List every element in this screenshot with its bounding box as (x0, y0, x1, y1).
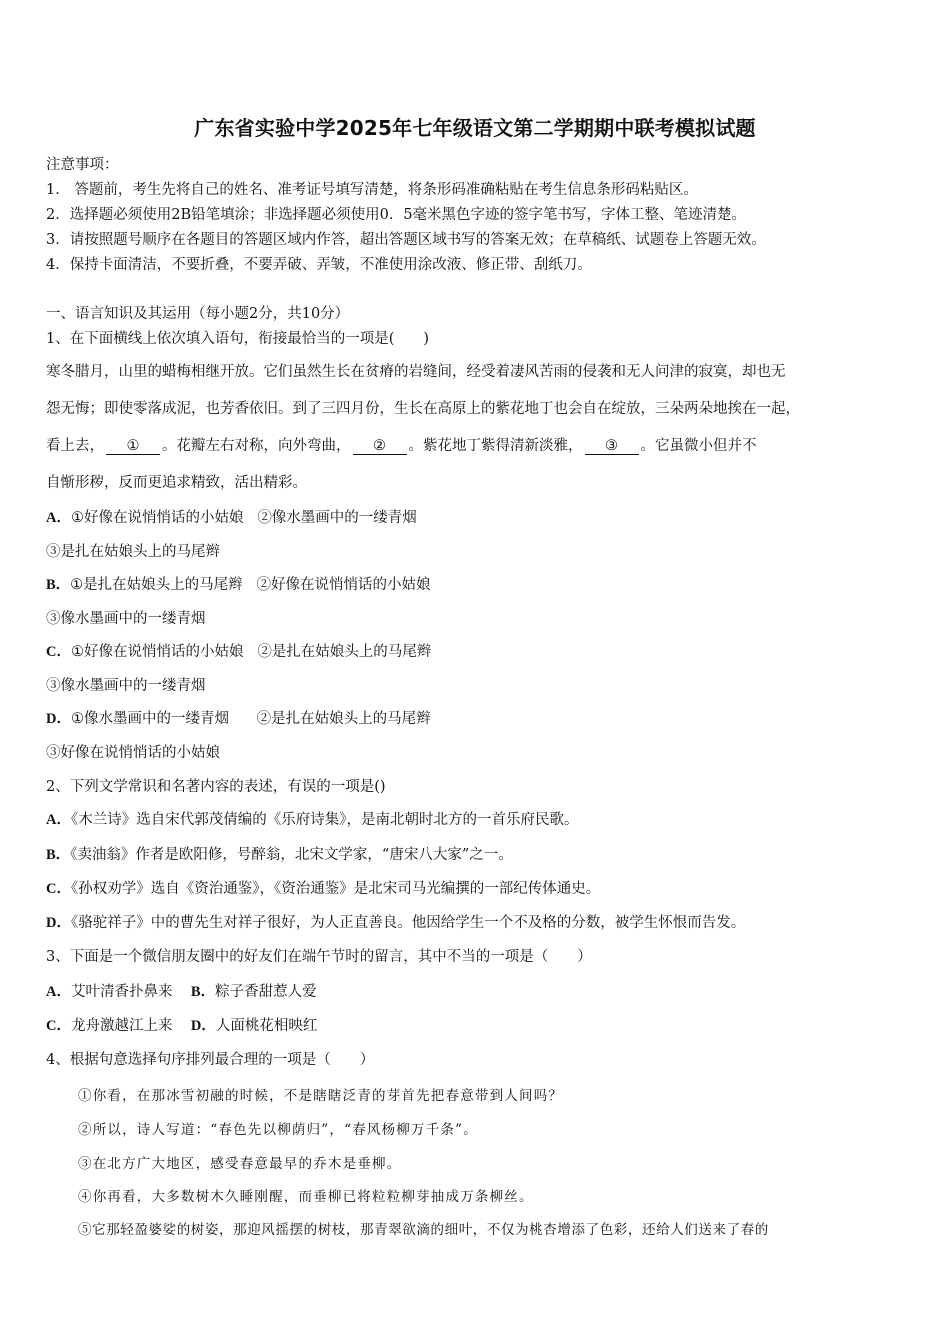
question-3-option-b[interactable] (191, 984, 317, 1000)
question-4-sentence-4: ④你再看，大多数树木久睡刚醒，而垂柳已将粒粒柳芽抽成万条柳丝。 (78, 1189, 534, 1205)
option-label: A． (46, 510, 71, 526)
question-1-option-d-cont: ③好像在说悄悄话的小姑娘 (46, 745, 220, 761)
option-label: C． (46, 881, 71, 897)
question-2-option-c[interactable] (46, 877, 600, 898)
option-text: 《卖油翁》作者是欧阳修，号醉翁，北宋文学家，“唐宋八大家”之一。 (70, 847, 513, 863)
notice-item-2: 2．选择题必须使用2B铅笔填涂；非选择题必须使用0．5毫米黑色字迹的签字笔书写，字体工整、笔迹清楚。 (46, 207, 747, 223)
question-1-option-c[interactable] (46, 640, 431, 661)
fill-blank-1[interactable]: ① (106, 438, 160, 455)
option-part: ②是扎在姑娘头上的马尾辫 (256, 711, 431, 727)
question-1-passage-line-3 (46, 434, 757, 455)
option-label: D． (190, 1018, 216, 1034)
option-part: ①像水墨画中的一缕青烟 (70, 711, 229, 727)
notice-heading: 注意事项： (46, 157, 119, 173)
question-1-option-c-cont: ③像水墨画中的一缕青烟 (46, 678, 206, 694)
option-label: C． (46, 1018, 71, 1034)
option-text: 《孙权劝学》选自《资治通鉴》，《资治通鉴》是北宋司马光编撰的一部纪传体通史。 (70, 881, 601, 897)
option-label: D． (46, 711, 71, 727)
option-label: B． (190, 984, 216, 1000)
option-part: ②像水墨画中的一缕青烟 (257, 510, 417, 526)
option-label: A． (46, 984, 71, 1000)
question-1-stem: 1、在下面横线上依次填入语句，衔接最恰当的一项是( ) (46, 331, 430, 347)
passage-text: 。它虽微小但并不 (640, 438, 757, 454)
option-part: ②好像在说悄悄话的小姑娘 (256, 577, 431, 593)
passage-text: 。紫花地丁紫得清新淡雅， (408, 438, 583, 454)
question-1-passage-line-1: 寒冬腊月，山里的蜡梅相继开放。它们虽然生长在贫瘠的岩缝间，经受着凄风苦雨的侵袭和无人问津的寂寞，却也无 (46, 364, 786, 380)
option-part: ①好像在说悄悄话的小姑娘 (70, 644, 244, 660)
option-text: 龙舟激越江上来 (70, 1018, 173, 1034)
question-4-sentence-3: ③在北方广大地区，感受春意最早的乔木是垂柳。 (78, 1156, 402, 1172)
question-3-options-row-2 (46, 1014, 317, 1035)
option-text: 《木兰诗》选自宋代郭茂倩编的《乐府诗集》，是南北朝时北方的一首乐府民歌。 (70, 812, 579, 828)
question-1-option-b[interactable] (46, 573, 431, 594)
option-text: 《骆驼祥子》中的曹先生对祥子很好，为人正直善良。他因给学生一个不及格的分数，被学生怀恨而告发。 (70, 915, 746, 931)
question-3-option-a[interactable] (46, 984, 172, 1000)
option-text: 人面桃花相映红 (215, 1018, 318, 1034)
question-2-option-d[interactable] (46, 911, 745, 932)
question-1-option-d[interactable] (46, 707, 431, 728)
fill-blank-2[interactable]: ② (353, 438, 407, 455)
option-part: ②是扎在姑娘头上的马尾辫 (257, 644, 432, 660)
passage-text: 看上去， (46, 438, 104, 454)
option-label: B． (46, 577, 71, 593)
question-1-passage-line-4: 自惭形秽，反而更追求精致，活出精彩。 (46, 475, 307, 491)
question-1-passage-line-2: 怨无悔；即使零落成泥，也芳香依旧。到了三四月份，生长在高原上的紫花地丁也会自在绽放，三朵两朵地挨在一起， (46, 401, 800, 417)
passage-text: 。花瓣左右对称，向外弯曲， (162, 438, 351, 454)
option-part: ①是扎在姑娘头上的马尾辫 (70, 577, 243, 593)
option-label: A． (46, 812, 71, 828)
option-label: C． (46, 644, 71, 660)
page-title: 广东省实验中学2025年七年级语文第二学期期中联考模拟试题 (194, 116, 756, 140)
question-3-option-d[interactable] (191, 1018, 317, 1034)
question-2-stem: 2、下列文学常识和名著内容的表述，有误的一项是() (46, 779, 386, 795)
fill-blank-3[interactable]: ③ (585, 438, 639, 455)
question-3-stem: 3、下面是一个微信朋友圈中的好友们在端午节时的留言，其中不当的一项是（ ） (46, 949, 592, 965)
option-part: ①好像在说悄悄话的小姑娘 (70, 510, 244, 526)
option-label: D． (46, 915, 71, 931)
question-2-option-b[interactable] (46, 843, 513, 864)
question-3-options-row-1 (46, 980, 317, 1001)
question-4-sentence-2: ②所以，诗人写道：“春色先以柳荫归”，“春风杨柳万千条”。 (78, 1122, 478, 1138)
option-label: B． (46, 847, 71, 863)
question-1-option-b-cont: ③像水墨画中的一缕青烟 (46, 611, 206, 627)
notice-item-3: 3．请按照题号顺序在各题目的答题区域内作答，超出答题区域书写的答案无效；在草稿纸、试题卷上答题无效。 (46, 232, 766, 248)
notice-item-4: 4．保持卡面清洁，不要折叠，不要弄破、弄皱，不准使用涂改液、修正带、刮纸刀。 (46, 257, 592, 273)
question-4-sentence-5: ⑤它那轻盈婆娑的树姿，那迎风摇摆的树枝，那青翠欲滴的细叶，不仅为桃杏增添了色彩，还给人们送来了春的 (78, 1222, 769, 1238)
section-heading: 一、语言知识及其运用（每小题2分，共10分） (46, 306, 350, 322)
question-1-option-a-cont: ③是扎在姑娘头上的马尾辫 (46, 544, 220, 560)
option-text: 艾叶清香扑鼻来 (70, 984, 173, 1000)
question-4-sentence-1: ①你看，在那冰雪初融的时候，不是瞎瞎泛青的芽首先把春意带到人间吗？ (78, 1088, 564, 1104)
question-1-option-a[interactable] (46, 506, 417, 527)
notice-item-1: 1． 答题前，考生先将自己的姓名、准考证号填写清楚，将条形码准确粘贴在考生信息条形码粘贴区。 (46, 182, 698, 198)
question-3-option-c[interactable] (46, 1018, 172, 1034)
question-4-stem: 4、根据句意选择句序排列最合理的一项是（ ） (46, 1052, 375, 1068)
option-text: 粽子香甜惹人爱 (215, 984, 317, 1000)
question-2-option-a[interactable] (46, 808, 578, 829)
